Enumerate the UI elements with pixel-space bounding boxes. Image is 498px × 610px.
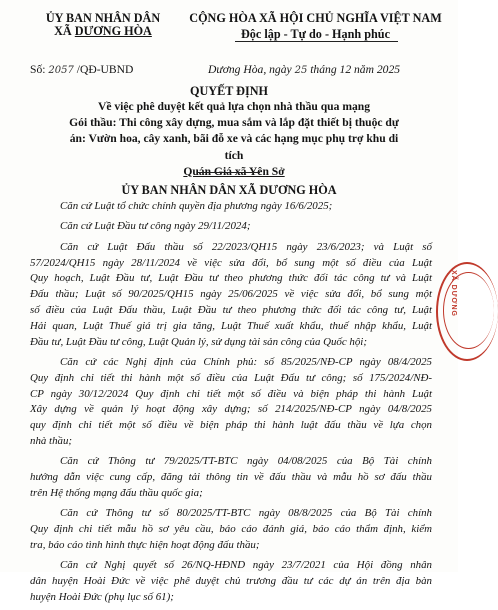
relic-site-name: Quán Giá xã Yên Sở bbox=[183, 164, 285, 178]
legal-basis-line: Đấu thầu; Luật số 90/2025/QH15 ngày 25/06/2025 về việc sửa đổi, bổ sung một bbox=[30, 288, 432, 301]
motto-underline bbox=[235, 41, 398, 42]
legal-basis-paragraph bbox=[30, 454, 432, 501]
subject-underline bbox=[198, 172, 260, 173]
legal-basis-line: Hải quan, Luật Thuế giá trị gia tăng, Luật Thuế xuất khẩu, thuế nhập khẩu, Luật bbox=[30, 319, 432, 332]
legal-basis-line: 57/2024/QH15 ngày 28/11/2024 về việc sửa đổi, bổ sung một số điều của Luật bbox=[30, 256, 432, 269]
legal-basis-paragraph bbox=[30, 355, 432, 450]
subject-line: án: Vườn hoa, cây xanh, bãi đỗ xe và các hạng mục phụ trợ khu di bbox=[69, 132, 399, 146]
national-motto: Độc lập - Tự do - Hạnh phúc bbox=[241, 27, 390, 41]
legal-basis-line: Căn cứ Luật Đấu thầu số 22/2023/QH15 ngày 23/6/2023; và Luật số bbox=[60, 240, 432, 253]
document-subject bbox=[44, 99, 424, 180]
legal-basis-line: huyện Hoài Đức (phụ lục số 61); bbox=[30, 590, 174, 603]
legal-bases bbox=[30, 199, 432, 610]
national-header bbox=[178, 12, 453, 43]
legal-basis-line: hướng dẫn việc cung cấp, đăng tải thông tin về đấu thầu và mẫu hồ sơ đấu thầu bbox=[30, 471, 432, 484]
legal-basis-line: Căn cứ Thông tư số 80/2025/TT-BTC ngày 08/8/2025 của Bộ Tài chính bbox=[60, 507, 432, 520]
legal-basis-line: trên Hệ thống mạng đấu thầu quốc gia; bbox=[30, 486, 203, 499]
agency-commune-name: DƯƠNG HÒA bbox=[74, 24, 152, 38]
handwritten-number: 2057 bbox=[48, 65, 74, 76]
seal-text: XÃ DƯƠNG bbox=[450, 270, 457, 318]
document-date: Dương Hòa, ngày 25 tháng 12 năm 2025 bbox=[208, 63, 401, 76]
legal-basis-line: quy định chi tiết một số điều về biện pháp thi hành luật đấu thầu về lựa chọn bbox=[30, 419, 432, 432]
legal-basis-line: Xây dựng về quản lý hoạt động xây dựng; số 214/2025/NĐ-CP ngày 04/8/2025 bbox=[30, 403, 432, 416]
legal-basis-line: CP ngày 30/12/2024 Quy định chi tiết một số điều và biện pháp thi hành Luật bbox=[30, 387, 432, 400]
subject-line: tích Quán Giá xã Yên Sở bbox=[44, 148, 424, 180]
legal-basis-paragraph bbox=[30, 506, 432, 553]
subject-line: Gói thầu: Thi công xây dựng, mua sắm và lắp đặt thiết bị thuộc dự bbox=[69, 116, 399, 130]
legal-basis-line: Quy định chi tiết thi hành một số điều của Luật Đấu tư công; số 175/2024/NĐ- bbox=[30, 371, 432, 384]
legal-basis-line: Căn cứ Luật tổ chức chính quyền địa phương ngày 16/6/2025; bbox=[60, 200, 333, 212]
legal-basis-paragraph bbox=[30, 199, 432, 215]
nation-name: CỘNG HÒA XÃ HỘI CHỦ NGHĨA VIỆT NAM bbox=[189, 11, 442, 25]
legal-basis-line: Căn cứ các Nghị định của Chính phủ: số 85/2025/NĐ-CP ngày 08/4/2025 bbox=[60, 355, 432, 368]
legal-basis-line: nhà thầu; bbox=[30, 434, 73, 447]
document-title: QUYẾT ĐỊNH bbox=[190, 84, 268, 98]
agency-line-1: ỦY BAN NHÂN DÂN bbox=[45, 11, 161, 25]
legal-basis-paragraph bbox=[30, 558, 432, 605]
legal-basis-line: Quy hoạch, Luật Đầu tư, Luật Đầu tư theo phương thức đối tác công tư và Luật bbox=[30, 272, 432, 285]
legal-basis-line: Quy định chi tiết mẫu hồ sơ yêu cầu, báo cáo đánh giá, báo cáo thẩm định, kiểm bbox=[30, 523, 432, 536]
agency-line-2: XÃ DƯƠNG HÒA bbox=[54, 24, 152, 38]
subject-line: Về việc phê duyệt kết quả lựa chọn nhà thầu qua mạng bbox=[97, 100, 371, 113]
legal-basis-paragraph bbox=[30, 219, 432, 235]
legal-basis-line: Căn cứ Nghị quyết số 26/NQ-HĐND ngày 23/7/2021 của Hội đồng nhân bbox=[60, 559, 432, 572]
legal-basis-line: dân huyện Hoài Đức về việc phê duyệt chủ trương đầu tư các dự án trên địa bàn bbox=[30, 575, 432, 588]
legal-basis-line: Căn cứ Luật Đầu tư công ngày 29/11/2024; bbox=[60, 220, 251, 233]
issuing-body: ỦY BAN NHÂN DÂN XÃ DƯƠNG HÒA bbox=[121, 183, 337, 197]
legal-basis-paragraph bbox=[30, 240, 432, 351]
handwritten-day: 25 bbox=[294, 65, 308, 76]
issuing-agency bbox=[28, 12, 178, 38]
legal-basis-line: Đầu tư, Luật Đầu tư công, Luật Quản lý, sử dụng tài sản công của Quốc hội; bbox=[30, 335, 367, 348]
legal-basis-line: Căn cứ Thông tư 79/2025/TT-BTC ngày 04/08/2025 của Bộ Tài chính bbox=[60, 455, 432, 468]
legal-basis-line: số điều của Luật Đấu thầu, Luật Đầu tư theo phương thức đối tác công tư, Luật bbox=[30, 303, 432, 316]
document-number: Số: 2057 /QĐ-UBND bbox=[30, 63, 134, 76]
legal-basis-line: tra, báo cáo tình hình thực hiện hoạt động đấu thầu; bbox=[30, 538, 260, 551]
